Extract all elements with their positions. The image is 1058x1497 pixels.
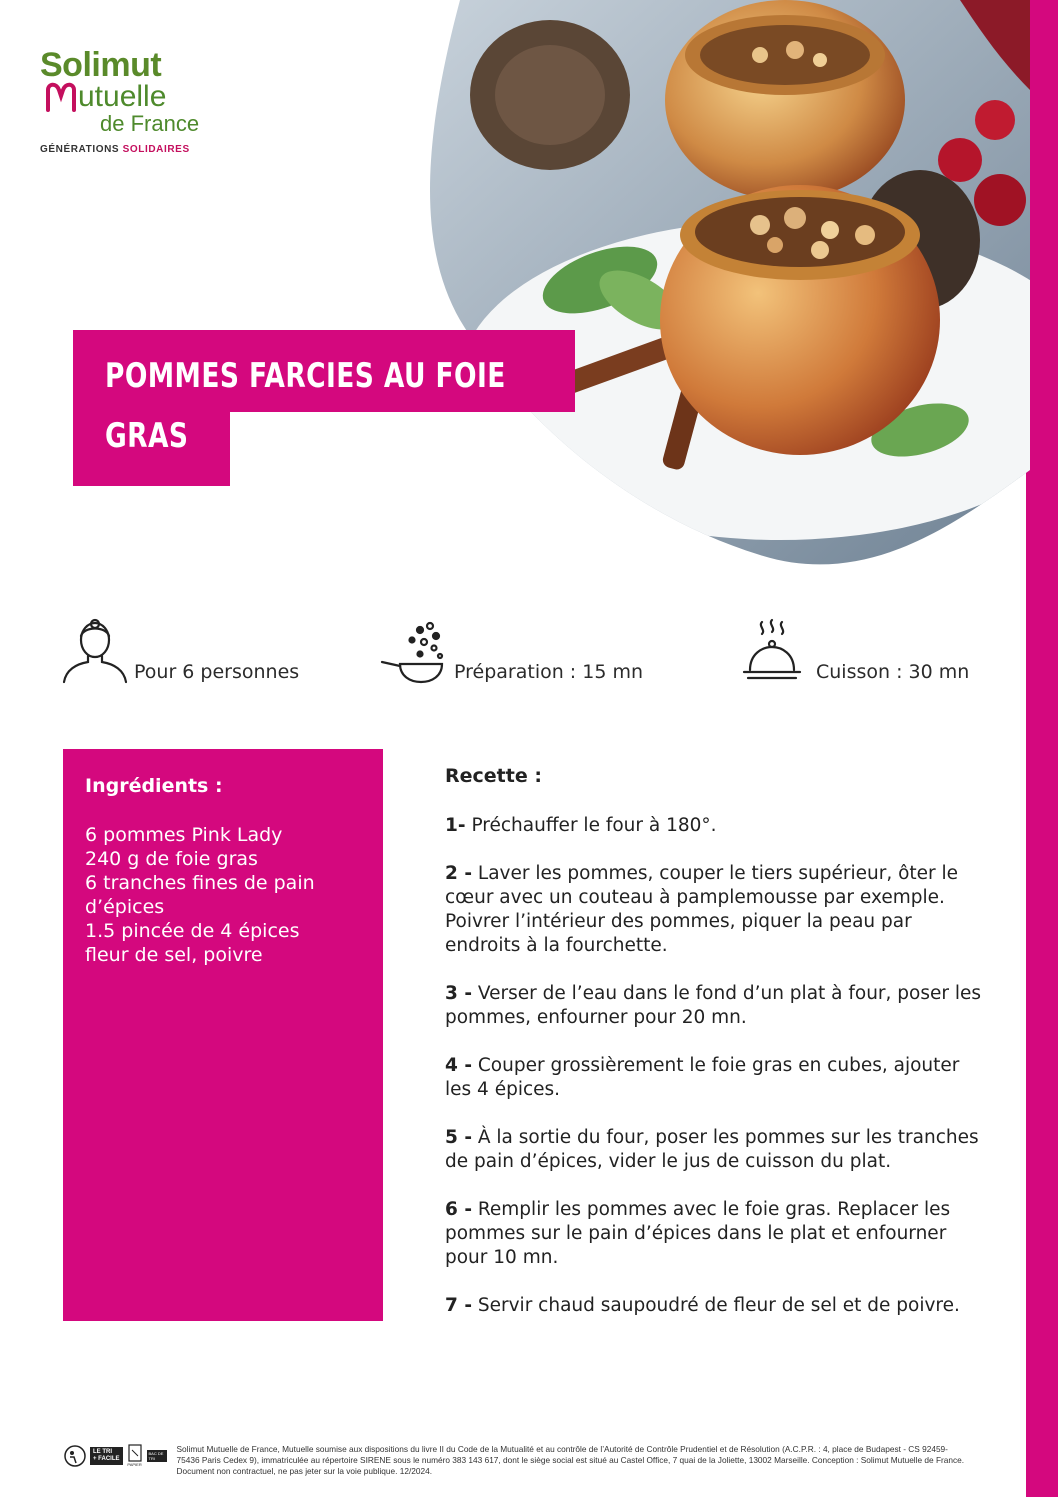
recipe-step: 4 - Couper grossièrement le foie gras en cubes, ajouter les 4 épices. (445, 1055, 960, 1100)
frying-pan-icon (380, 618, 450, 686)
logo-brand-name: Solimut (40, 46, 162, 84)
info-servings (60, 618, 299, 686)
info-cooking (742, 618, 969, 686)
sorting-bin-icon: BAC DE TRI (147, 1450, 167, 1462)
recipe-title (73, 330, 575, 486)
cloche-icon (742, 618, 812, 686)
recipe-step: 7 - Servir chaud saupoudré de fleur de sel et de poivre. (445, 1295, 960, 1316)
ingredient-item: d’épices (85, 896, 165, 918)
recipe-step: 3 - Verser de l’eau dans le fond d’un plat à four, poser les pommes, enfourner pour 20 mn. (445, 983, 982, 1028)
ingredient-item: 240 g de foie gras (85, 848, 258, 870)
paper-bin-icon: PAPIER (127, 1444, 143, 1467)
recipe-steps (445, 764, 985, 1342)
ingredient-item: 6 tranches fines de pain (85, 872, 315, 894)
servings-label: Pour 6 personnes (134, 661, 300, 683)
recipe-step: 5 - À la sortie du four, poser les pommes sur les tranches de pain d’épices, vider le jus de cuisson du plat. (445, 1127, 979, 1172)
ingredients-panel (63, 749, 383, 1321)
ingredients-title: Ingrédients : (85, 775, 223, 797)
tri-facile-badge: LE TRI + FACILE (90, 1447, 123, 1465)
info-preparation (380, 618, 643, 686)
legal-notice: Solimut Mutuelle de France, Mutuelle soumise aux dispositions du livre II du Code de la Mutualité et au contrôle de l’Autorité de Contrôle Prudentiel et de Résolution (A.C.P.R. : 4, place de Budapest - CS 92459-75436 Paris Cedex 9), immatriculée au répertoire SIRENE sous le numéro 383 143 617, dont le siège social est situé au Castel Office, 7 quai de la Joliette, 13002 Marseille. Conception : Solimut Mutuelle de France. Document non contractuel, ne pas jeter sur la voie publique. 12/2024. (176, 1444, 965, 1476)
preparation-label: Préparation : 15 mn (454, 661, 644, 683)
recycling-logos (64, 1444, 167, 1467)
recipe-title-line1: POMMES FARCIES AU FOIE (105, 356, 506, 396)
recipe-step: 1- Préchauffer le four à 180°. (445, 815, 717, 836)
logo-mutuelle: utuelle (78, 80, 167, 113)
logo-tagline: GÉNÉRATIONS SOLIDAIRES (40, 144, 190, 155)
ingredient-item: fleur de sel, poivre (85, 944, 263, 966)
triman-icon (64, 1445, 86, 1467)
logo-de-france: de France (100, 111, 200, 136)
solimut-logo (40, 48, 200, 155)
footer (64, 1444, 986, 1477)
ingredient-item: 1.5 pincée de 4 épices (85, 920, 300, 942)
recipe-steps-title: Recette : (445, 765, 542, 787)
cooking-label: Cuisson : 30 mn (816, 661, 970, 683)
recipe-step: 2 - Laver les pommes, couper le tiers supérieur, ôter le cœur avec un couteau à pamplemousse par exemple. Poivrer l’intérieur des pommes, piquer la peau par endroits à la fourchette. (445, 863, 959, 956)
ingredient-item: 6 pommes Pink Lady (85, 824, 283, 846)
recipe-title-line2: GRAS (105, 416, 189, 456)
recipe-step: 6 - Remplir les pommes avec le foie gras. Replacer les pommes sur le pain d’épices dans le plat et enfourner pour 10 mn. (445, 1199, 951, 1268)
heart-m-icon (44, 82, 78, 112)
side-accent-strip (1026, 0, 1058, 1497)
person-icon (60, 618, 130, 686)
